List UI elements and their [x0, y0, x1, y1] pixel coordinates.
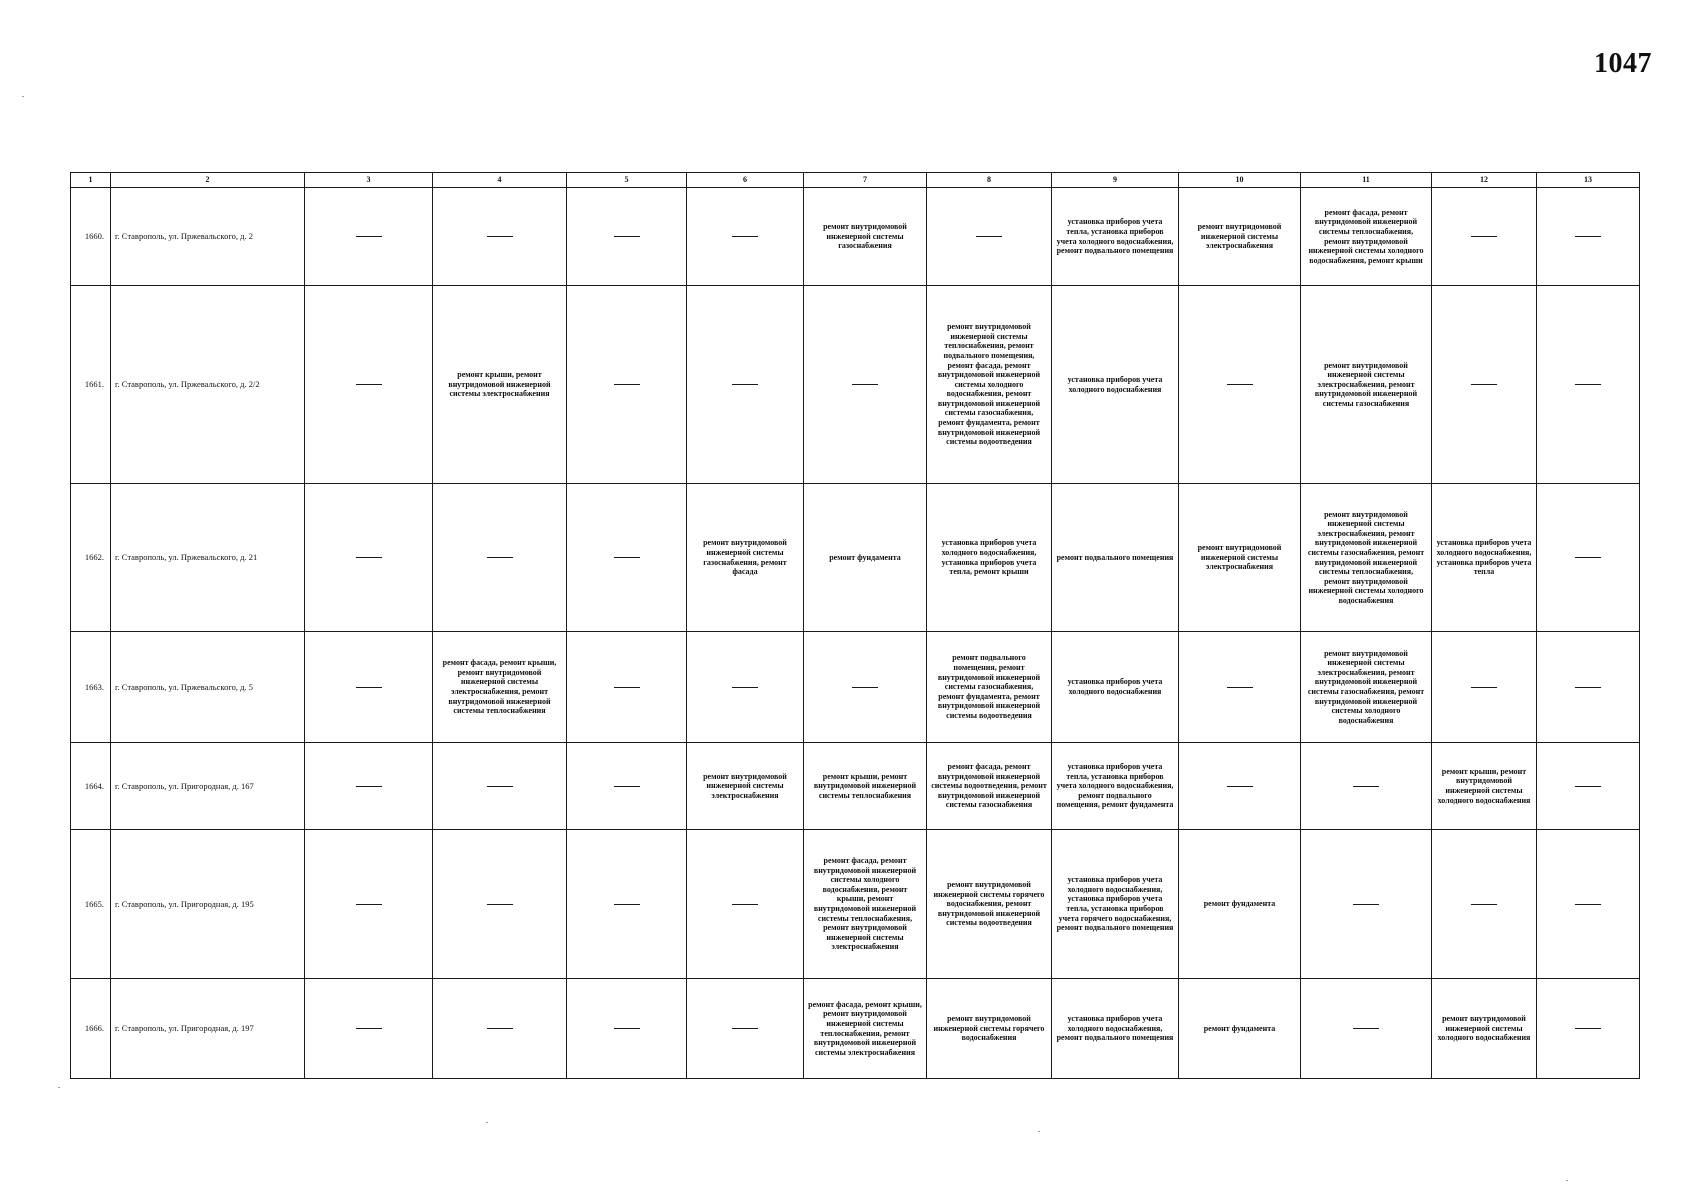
work-cell: установка приборов учета холодного водоснабжения, установка приборов учета тепла — [1432, 484, 1537, 632]
work-cell: ремонт фундамента — [804, 484, 927, 632]
column-number-7: 7 — [804, 173, 927, 188]
empty-cell — [687, 979, 804, 1079]
dash-mark — [356, 557, 382, 558]
work-cell: ремонт внутридомовой инженерной системы газоснабжения, ремонт фасада — [687, 484, 804, 632]
dash-mark — [1353, 904, 1379, 905]
empty-cell — [687, 188, 804, 286]
work-cell: ремонт внутридомовой инженерной системы электроснабжения — [687, 743, 804, 830]
dash-mark — [976, 236, 1002, 237]
empty-cell — [1432, 286, 1537, 484]
column-number-6: 6 — [687, 173, 804, 188]
address-cell: г. Ставрополь, ул. Пржевальского, д. 5 — [111, 632, 305, 743]
dash-mark — [732, 236, 758, 237]
work-cell: установка приборов учета холодного водоснабжения — [1052, 286, 1179, 484]
dash-mark — [614, 557, 640, 558]
scan-speck — [1566, 1180, 1568, 1181]
dash-mark — [356, 904, 382, 905]
dash-mark — [487, 557, 513, 558]
address-cell: г. Ставрополь, ул. Пригородная, д. 195 — [111, 830, 305, 979]
work-cell: ремонт внутридомовой инженерной системы электроснабжения — [1179, 484, 1301, 632]
work-cell: ремонт фасада, ремонт крыши, ремонт внутридомовой инженерной системы электроснабжения, ремонт внутридомовой инженерной системы теплоснабжения — [433, 632, 567, 743]
work-cell: установка приборов учета холодного водоснабжения, установка приборов учета тепла, установка приборов учета горячего водоснабжения, ремонт подвального помещения — [1052, 830, 1179, 979]
empty-cell — [1537, 286, 1640, 484]
row-number: 1662. — [71, 484, 111, 632]
table-row — [71, 830, 1640, 979]
dash-mark — [487, 786, 513, 787]
table-row — [71, 979, 1640, 1079]
work-cell: ремонт внутридомовой инженерной системы электроснабжения — [1179, 188, 1301, 286]
dash-mark — [614, 687, 640, 688]
empty-cell — [567, 830, 687, 979]
address-cell: г. Ставрополь, ул. Пригородная, д. 197 — [111, 979, 305, 1079]
empty-cell — [927, 188, 1052, 286]
dash-mark — [1471, 687, 1497, 688]
empty-cell — [433, 979, 567, 1079]
dash-mark — [1575, 1028, 1601, 1029]
work-cell: ремонт внутридомовой инженерной системы газоснабжения — [804, 188, 927, 286]
column-number-12: 12 — [1432, 173, 1537, 188]
dash-mark — [614, 904, 640, 905]
empty-cell — [433, 484, 567, 632]
empty-cell — [1301, 830, 1432, 979]
empty-cell — [1537, 484, 1640, 632]
dash-mark — [732, 687, 758, 688]
scan-speck — [1038, 1131, 1040, 1132]
dash-mark — [732, 384, 758, 385]
empty-cell — [567, 632, 687, 743]
work-cell: установка приборов учета холодного водоснабжения, ремонт подвального помещения — [1052, 979, 1179, 1079]
dash-mark — [1353, 786, 1379, 787]
table-row — [71, 188, 1640, 286]
dash-mark — [1227, 384, 1253, 385]
dash-mark — [1227, 687, 1253, 688]
dash-mark — [1575, 786, 1601, 787]
work-cell: ремонт крыши, ремонт внутридомовой инженерной системы теплоснабжения — [804, 743, 927, 830]
scan-speck — [58, 1087, 60, 1088]
dash-mark — [614, 384, 640, 385]
dash-mark — [1575, 687, 1601, 688]
dash-mark — [487, 236, 513, 237]
column-number-8: 8 — [927, 173, 1052, 188]
dash-mark — [1353, 1028, 1379, 1029]
address-cell: г. Ставрополь, ул. Пригородная, д. 167 — [111, 743, 305, 830]
work-cell: ремонт фасада, ремонт крыши, ремонт внутридомовой инженерной системы теплоснабжения, ремонт внутридомовой инженерной системы электроснабжения — [804, 979, 927, 1079]
dash-mark — [1575, 557, 1601, 558]
work-cell: ремонт подвального помещения — [1052, 484, 1179, 632]
work-cell: ремонт внутридомовой инженерной системы электроснабжения, ремонт внутридомовой инженерной системы газоснабжения — [1301, 286, 1432, 484]
empty-cell — [1432, 188, 1537, 286]
empty-cell — [1537, 743, 1640, 830]
column-number-9: 9 — [1052, 173, 1179, 188]
row-number: 1664. — [71, 743, 111, 830]
dash-mark — [1227, 786, 1253, 787]
dash-mark — [356, 687, 382, 688]
empty-cell — [567, 188, 687, 286]
empty-cell — [433, 743, 567, 830]
empty-cell — [567, 484, 687, 632]
table-row — [71, 484, 1640, 632]
page-number: 1047 — [1594, 48, 1652, 79]
dash-mark — [614, 1028, 640, 1029]
column-number-11: 11 — [1301, 173, 1432, 188]
dash-mark — [1471, 236, 1497, 237]
dash-mark — [1575, 384, 1601, 385]
table-row — [71, 743, 1640, 830]
works-table — [70, 172, 1640, 1079]
empty-cell — [1432, 632, 1537, 743]
work-cell: установка приборов учета тепла, установка приборов учета холодного водоснабжения, ремонт подвального помещения, ремонт фундамента — [1052, 743, 1179, 830]
dash-mark — [1471, 384, 1497, 385]
dash-mark — [1575, 904, 1601, 905]
empty-cell — [433, 830, 567, 979]
dash-mark — [1471, 904, 1497, 905]
table-row — [71, 632, 1640, 743]
work-cell: ремонт внутридомовой инженерной системы холодного водоснабжения — [1432, 979, 1537, 1079]
empty-cell — [1537, 830, 1640, 979]
empty-cell — [1537, 632, 1640, 743]
work-cell: ремонт внутридомовой инженерной системы горячего водоснабжения — [927, 979, 1052, 1079]
empty-cell — [1301, 979, 1432, 1079]
dash-mark — [356, 236, 382, 237]
work-cell: ремонт фасада, ремонт внутридомовой инженерной системы водоотведения, ремонт внутридомовой инженерной системы газоснабжения — [927, 743, 1052, 830]
work-cell: ремонт фундамента — [1179, 979, 1301, 1079]
empty-cell — [433, 188, 567, 286]
row-number: 1660. — [71, 188, 111, 286]
work-cell: ремонт фасада, ремонт внутридомовой инженерной системы холодного водоснабжения, ремонт крыши, ремонт внутридомовой инженерной системы теплоснабжения, ремонт внутридомовой инженерной системы электроснабжения — [804, 830, 927, 979]
row-number: 1663. — [71, 632, 111, 743]
table-row — [71, 286, 1640, 484]
row-number: 1666. — [71, 979, 111, 1079]
work-cell: ремонт фасада, ремонт внутридомовой инженерной системы теплоснабжения, ремонт внутридомовой инженерной системы холодного водоснабжения, ремонт крыши — [1301, 188, 1432, 286]
column-number-5: 5 — [567, 173, 687, 188]
column-number-3: 3 — [305, 173, 433, 188]
empty-cell — [305, 484, 433, 632]
empty-cell — [305, 743, 433, 830]
empty-cell — [305, 632, 433, 743]
work-cell: ремонт крыши, ремонт внутридомовой инженерной системы электроснабжения — [433, 286, 567, 484]
empty-cell — [1537, 188, 1640, 286]
work-cell: ремонт подвального помещения, ремонт внутридомовой инженерной системы газоснабжения, ремонт фундамента, ремонт внутридомовой инженерной системы водоотведения — [927, 632, 1052, 743]
dash-mark — [614, 786, 640, 787]
work-cell: ремонт внутридомовой инженерной системы горячего водоснабжения, ремонт внутридомовой инженерной системы водоотведения — [927, 830, 1052, 979]
dash-mark — [487, 1028, 513, 1029]
work-cell: ремонт внутридомовой инженерной системы электроснабжения, ремонт внутридомовой инженерной системы газоснабжения, ремонт внутридомовой инженерной системы холодного водоснабжения — [1301, 632, 1432, 743]
column-number-row — [71, 173, 1640, 188]
row-number: 1665. — [71, 830, 111, 979]
work-cell: установка приборов учета тепла, установка приборов учета холодного водоснабжения, ремонт подвального помещения — [1052, 188, 1179, 286]
column-number-4: 4 — [433, 173, 567, 188]
work-cell: ремонт внутридомовой инженерной системы теплоснабжения, ремонт подвального помещения, ремонт фасада, ремонт внутридомовой инженерной системы холодного водоснабжения, ремонт внутридомовой инженерной системы газоснабжения, ремонт фундамента, ремонт внутридомовой инженерной системы водоотведения — [927, 286, 1052, 484]
empty-cell — [687, 286, 804, 484]
address-cell: г. Ставрополь, ул. Пржевальского, д. 2 — [111, 188, 305, 286]
empty-cell — [1179, 743, 1301, 830]
empty-cell — [305, 979, 433, 1079]
dash-mark — [356, 1028, 382, 1029]
empty-cell — [804, 632, 927, 743]
empty-cell — [687, 830, 804, 979]
scan-speck — [22, 96, 24, 97]
empty-cell — [1179, 632, 1301, 743]
work-cell: ремонт внутридомовой инженерной системы электроснабжения, ремонт внутридомовой инженерной системы газоснабжения, ремонт внутридомовой инженерной системы теплоснабжения, ремонт внутридомовой инженерной системы холодного водоснабжения — [1301, 484, 1432, 632]
empty-cell — [567, 979, 687, 1079]
dash-mark — [852, 687, 878, 688]
empty-cell — [687, 632, 804, 743]
empty-cell — [305, 286, 433, 484]
empty-cell — [567, 286, 687, 484]
dash-mark — [356, 384, 382, 385]
column-number-13: 13 — [1537, 173, 1640, 188]
work-cell: установка приборов учета холодного водоснабжения — [1052, 632, 1179, 743]
work-cell: ремонт фундамента — [1179, 830, 1301, 979]
column-number-1: 1 — [71, 173, 111, 188]
empty-cell — [1179, 286, 1301, 484]
dash-mark — [487, 904, 513, 905]
column-number-10: 10 — [1179, 173, 1301, 188]
empty-cell — [1301, 743, 1432, 830]
dash-mark — [356, 786, 382, 787]
dash-mark — [1575, 236, 1601, 237]
scan-speck — [486, 1122, 488, 1123]
column-number-2: 2 — [111, 173, 305, 188]
dash-mark — [614, 236, 640, 237]
empty-cell — [1432, 830, 1537, 979]
empty-cell — [305, 188, 433, 286]
empty-cell — [567, 743, 687, 830]
work-cell: ремонт крыши, ремонт внутридомовой инженерной системы холодного водоснабжения — [1432, 743, 1537, 830]
row-number: 1661. — [71, 286, 111, 484]
dash-mark — [732, 1028, 758, 1029]
dash-mark — [732, 904, 758, 905]
work-cell: установка приборов учета холодного водоснабжения, установка приборов учета тепла, ремонт крыши — [927, 484, 1052, 632]
empty-cell — [804, 286, 927, 484]
empty-cell — [1537, 979, 1640, 1079]
address-cell: г. Ставрополь, ул. Пржевальского, д. 2/2 — [111, 286, 305, 484]
empty-cell — [305, 830, 433, 979]
address-cell: г. Ставрополь, ул. Пржевальского, д. 21 — [111, 484, 305, 632]
dash-mark — [852, 384, 878, 385]
